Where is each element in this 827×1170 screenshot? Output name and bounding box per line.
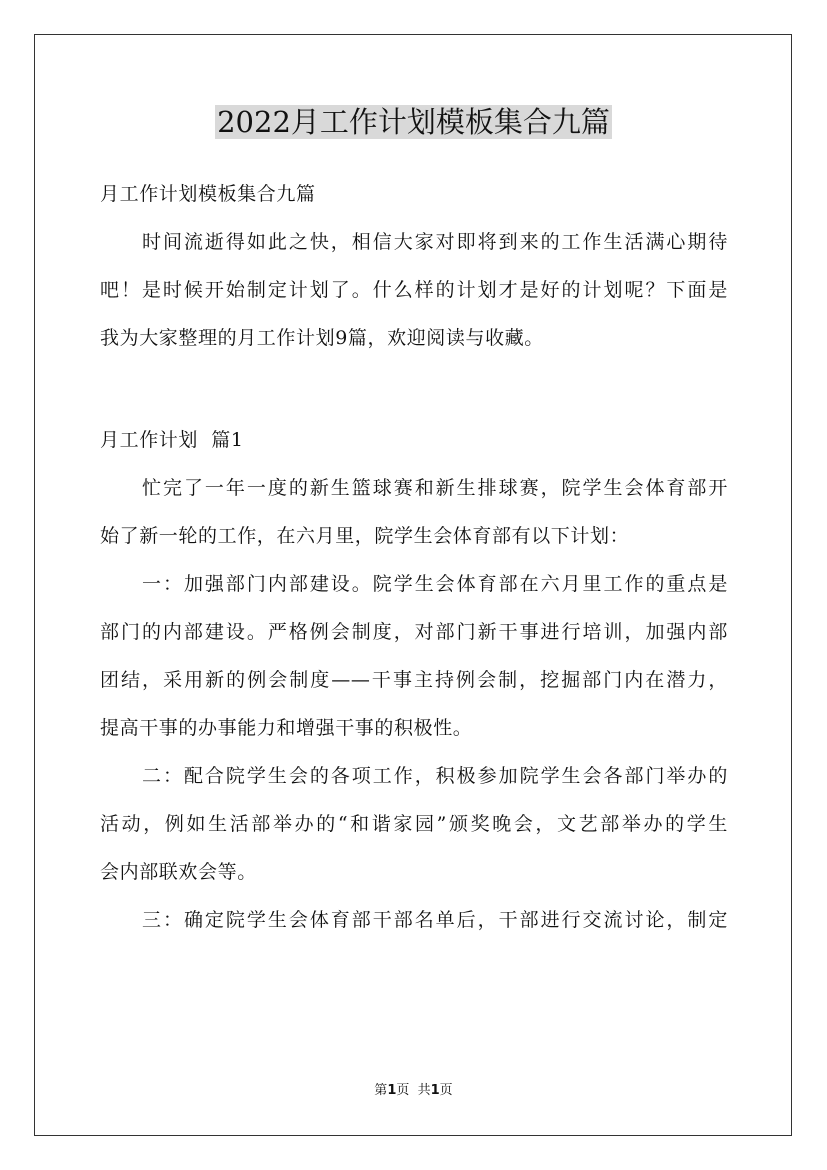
page-footer [0, 1081, 827, 1101]
intro-line: 吧！是时候开始制定计划了。什么样的计划才是好的计划呢？下面是 [100, 279, 728, 301]
document-body [100, 170, 728, 944]
document-title-text: 2022月工作计划模板集合九篇 [217, 105, 610, 139]
body-line: 二：配合院学生会的各项工作，积极参加院学生会各部门举办的 [142, 765, 728, 787]
body-line: 团结，采用新的例会制度——干事主持例会制，挖掘部门内在潜力， [100, 669, 728, 691]
current-page-number: 1 [387, 1083, 397, 1098]
body-line: 部门的内部建设。严格例会制度，对部门新干事进行培训，加强内部 [100, 621, 728, 643]
page-label-mid: 页 共 [396, 1083, 431, 1098]
body-line: 会内部联欢会等。 [100, 861, 257, 883]
body-line: 一：加强部门内部建设。院学生会体育部在六月里工作的重点是 [142, 573, 728, 595]
intro-line: 时间流逝得如此之快，相信大家对即将到来的工作生活满心期待 [142, 231, 728, 253]
total-page-number: 1 [430, 1083, 440, 1098]
body-line: 提高干事的办事能力和增强干事的积极性。 [100, 717, 473, 739]
document-title [0, 98, 827, 146]
page-label-suffix: 页 [439, 1083, 453, 1098]
section-heading: 月工作计划 篇1 [100, 429, 244, 451]
section-spacer [100, 362, 728, 416]
body-line: 忙完了一年一度的新生篮球赛和新生排球赛，院学生会体育部开 [142, 477, 728, 499]
body-line: 活动，例如生活部举办的“和谐家园”颁奖晚会，文艺部举办的学生 [100, 813, 728, 835]
body-line: 始了新一轮的工作，在六月里，院学生会体育部有以下计划： [100, 525, 630, 547]
subtitle: 月工作计划模板集合九篇 [100, 183, 316, 205]
intro-line: 我为大家整理的月工作计划9篇，欢迎阅读与收藏。 [100, 327, 544, 349]
page-label-prefix: 第 [374, 1083, 388, 1098]
body-line: 三：确定院学生会体育部干部名单后，干部进行交流讨论，制定 [142, 909, 728, 931]
